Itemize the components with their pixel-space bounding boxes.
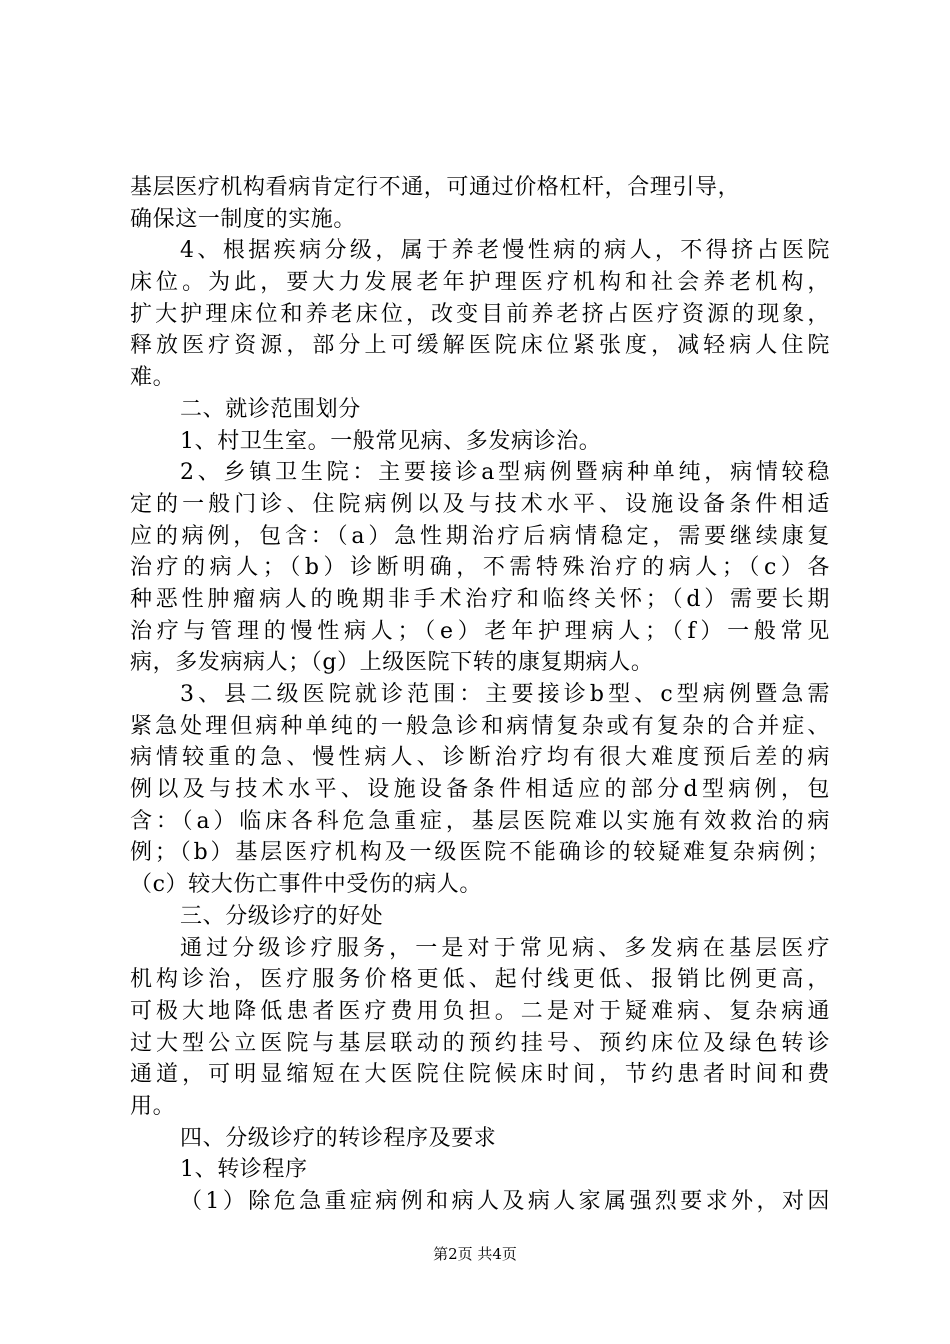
text-line: 1、转诊程序: [180, 1157, 308, 1183]
body-text: [130, 172, 830, 1218]
text-line: 三、分级诊疗的好处: [180, 903, 384, 929]
text-line: 2、乡镇卫生院：主要接诊a型病例暨病种单纯，病情较稳: [180, 460, 830, 486]
text-line: 释放医疗资源，部分上可缓解医院床位紧张度，减轻病人住院: [130, 333, 830, 359]
text-line: 3、县二级医院就诊范围：主要接诊b型、c型病例暨急需: [180, 682, 830, 707]
text-line: 通道，可明显缩短在大医院住院候床时间，节约患者时间和费: [130, 1062, 830, 1088]
text-line: 扩大护理床位和养老床位，改变目前养老挤占医疗资源的现象，: [130, 301, 830, 327]
text-line: 病情较重的急、慢性病人、诊断治疗均有很大难度预后差的病: [130, 745, 830, 771]
text-line: 过大型公立医院与基层联动的预约挂号、预约床位及绿色转诊: [130, 1030, 830, 1056]
text-line: （1）除危急重症病例和病人及病人家属强烈要求外，对因: [180, 1189, 830, 1214]
text-line: 应的病例，包含：（a）急性期治疗后病情稳定，需要继续康复: [130, 523, 830, 549]
text-line: 含：（a）临床各科危急重症，基层医院难以实施有效救治的病: [130, 808, 830, 834]
text-line: 病，多发病病人；（g）上级医院下转的康复期病人。: [130, 650, 654, 676]
text-line: 难。: [130, 365, 176, 391]
text-line: 种恶性肿瘤病人的晚期非手术治疗和临终关怀；（d）需要长期: [130, 586, 830, 612]
text-line: 机构诊治，医疗服务价格更低、起付线更低、报销比例更高，: [130, 967, 830, 993]
text-line: （c）较大伤亡事件中受伤的病人。: [130, 872, 482, 898]
text-line: 4、根据疾病分级，属于养老慢性病的病人，不得挤占医院: [180, 238, 830, 264]
text-line: 床位。为此，要大力发展老年护理医疗机构和社会养老机构，: [130, 270, 830, 296]
text-line: 例以及与技术水平、设施设备条件相适应的部分d型病例，包: [130, 777, 830, 803]
page-footer: 第2页 共4页: [433, 1245, 517, 1263]
text-line: 紧急处理但病种单纯的一般急诊和病情复杂或有复杂的合并症、: [130, 713, 830, 739]
text-line: 定的一般门诊、住院病例以及与技术水平、设施设备条件相适: [130, 491, 830, 517]
text-line: 治疗的病人；（b）诊断明确，不需特殊治疗的病人；（c）各: [130, 555, 830, 581]
text-line: 四、分级诊疗的转诊程序及要求: [180, 1125, 497, 1151]
text-line: 1、村卫生室。一般常见病、多发病诊治。: [180, 428, 602, 454]
text-line: 治疗与管理的慢性病人；（e）老年护理病人；（f）一般常见: [130, 618, 830, 644]
text-line: 基层医疗机构看病肯定行不通，可通过价格杠杆，合理引导，: [130, 175, 741, 200]
text-line: 可极大地降低患者医疗费用负担。二是对于疑难病、复杂病通: [130, 998, 830, 1024]
text-line: 确保这一制度的实施。: [130, 206, 357, 232]
text-line: 例；（b）基层医疗机构及一级医院不能确诊的较疑难复杂病例；: [130, 840, 830, 866]
text-line: 通过分级诊疗服务，一是对于常见病、多发病在基层医疗: [180, 935, 830, 961]
text-line: 二、就诊范围划分: [180, 396, 361, 422]
text-line: 用。: [130, 1093, 176, 1119]
